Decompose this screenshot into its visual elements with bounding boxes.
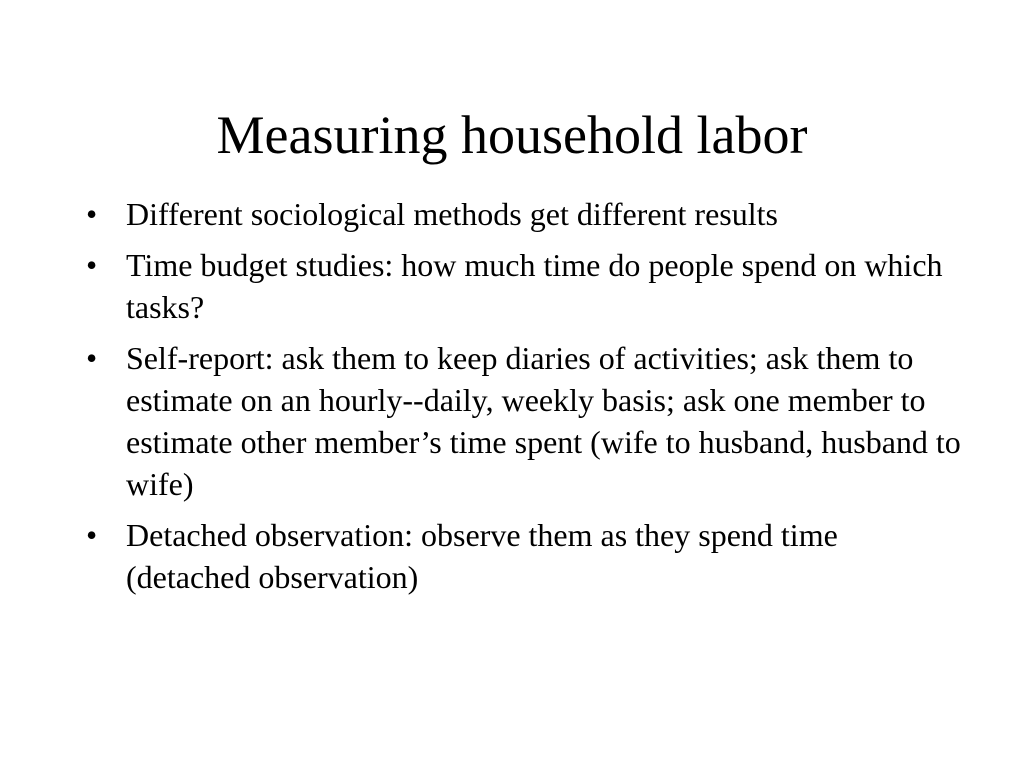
bullet-item [86, 193, 966, 235]
bullet-icon: • [86, 517, 98, 553]
bullet-icon: • [86, 196, 98, 232]
bullet-item [86, 514, 966, 598]
bullet-item [86, 244, 966, 328]
bullet-text: Self-report: ask them to keep diaries of activities; ask them to estimate on an hourly--daily, weekly basis; ask one member to estimate other member’s time spent (wife to husband, husband to wife) [126, 340, 961, 502]
slide-title: Measuring household labor [216, 105, 808, 165]
bullet-icon: • [86, 340, 98, 376]
bullet-text: Different sociological methods get different results [126, 196, 778, 232]
bullet-text: Detached observation: observe them as they spend time (detached observation) [126, 517, 838, 595]
bullet-text: Time budget studies: how much time do people spend on which tasks? [126, 247, 943, 325]
bullet-icon: • [86, 247, 98, 283]
bullet-item [86, 337, 966, 505]
bullet-list [86, 193, 966, 607]
